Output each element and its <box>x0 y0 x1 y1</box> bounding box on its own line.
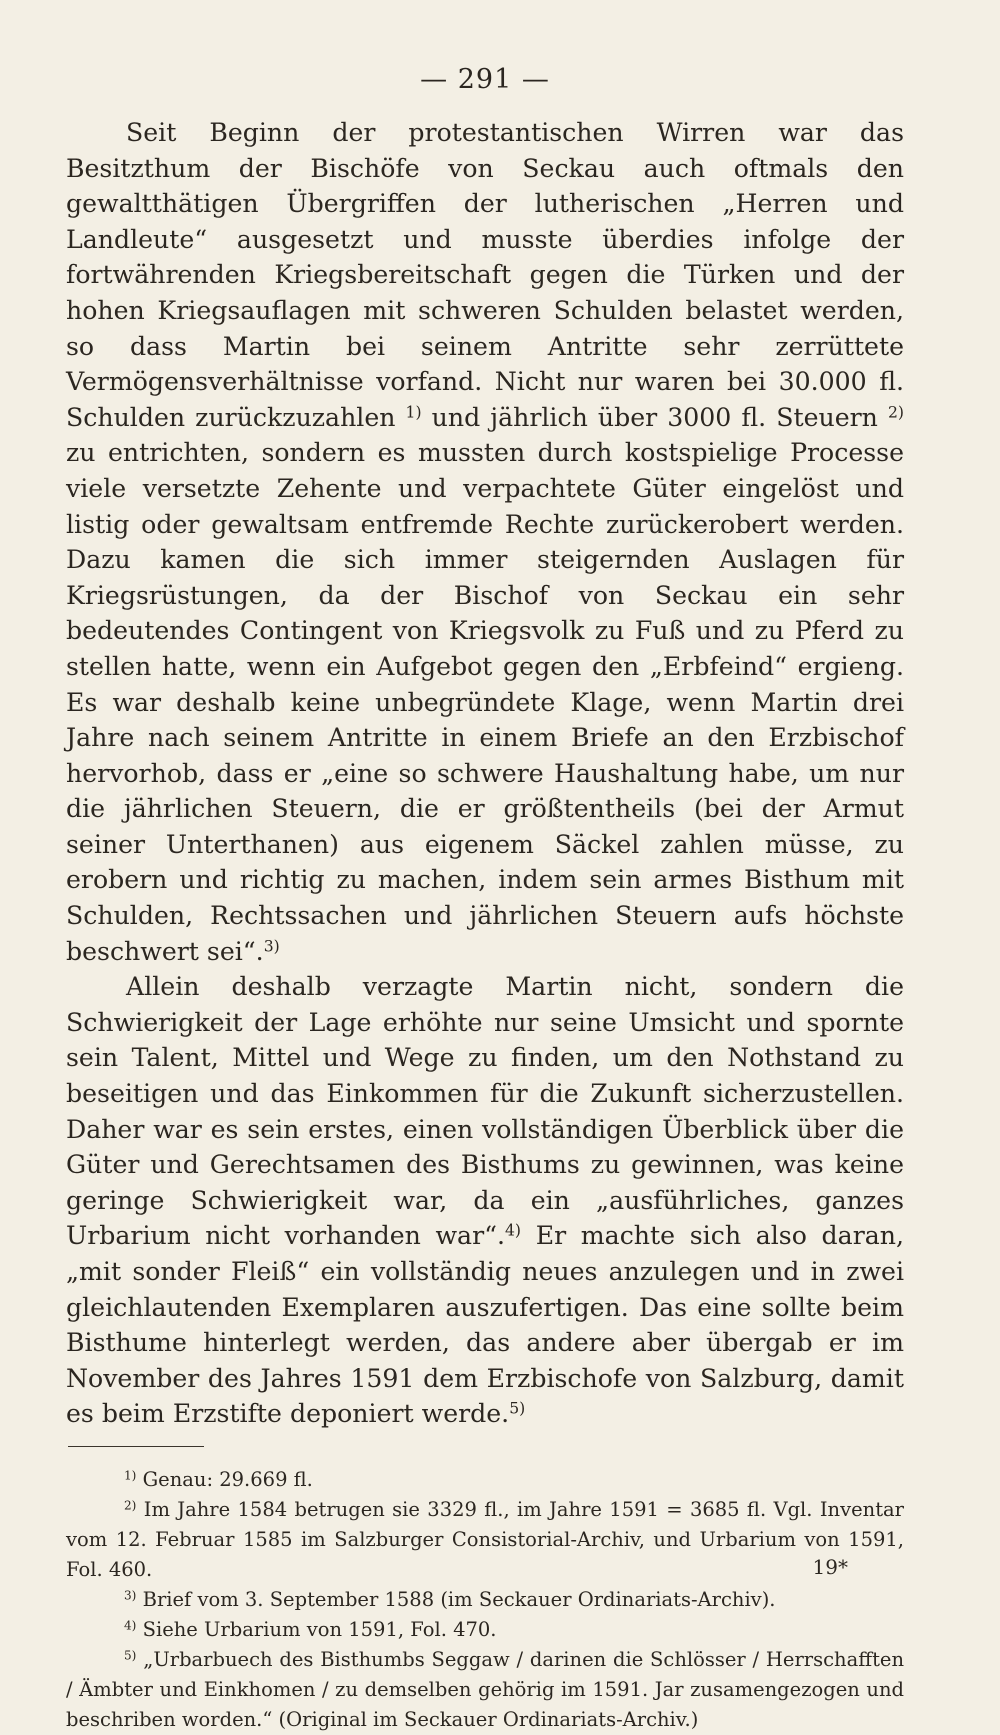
footnote-text: Siehe Urbarium von 1591, Fol. 470. <box>142 1617 497 1641</box>
text-run: zu entrichten, sondern es mussten durch kostspielige Processe viele versetzte Zehente und verpachtete Güter eingelöst und listig oder gewaltsam entfremde Rechte zurückerobert werden. Dazu kamen die sich immer steigernden Auslagen für Kriegsrüstungen, da der Bischof von Seckau ein sehr bedeutendes Contingent von Kriegsvolk zu Fuß und zu Pferd zu stellen hatte, wenn ein Aufgebot gegen den „Erbfeind“ ergieng. Es war deshalb keine unbegründete Klage, wenn Martin drei Jahre nach seinem Antritte in einem Briefe an den Erzbischof hervorhob, dass er „eine so schwere Haushaltung habe, um nur die jährlichen Steuern, die er größtentheils (bei der Armut seiner Unterthanen) aus eigenem Säckel zahlen müsse, zu erobern und richtig zu machen, indem sein armes Bisthum mit Schulden, Rechtssachen und jährlichen Steuern aufs höchste beschwert sei“. <box>66 438 904 966</box>
footnote-ref: 4) <box>505 1221 522 1240</box>
signature-mark: 19* <box>812 1555 848 1579</box>
footnote-ref: 1) <box>405 403 422 422</box>
footnote <box>66 1615 904 1645</box>
text-run: Er machte sich also daran, „mit sonder Fleiß“ ein vollständig neues anzulegen und in zwei gleichlautenden Exemplaren auszufertigen. Das eine sollte beim Bisthume hinterlegt werden, das andere aber übergab er im November des Jahres 1591 dem Erzbischofe von Salzburg, damit es beim Erzstifte deponiert werde. <box>66 1221 904 1429</box>
footnote-divider <box>68 1446 204 1447</box>
page-number: — 291 — <box>420 64 550 95</box>
text-run: Seit Beginn der protestantischen Wirren war das Besitzthum der Bischöfe von Seckau auch oftmals den gewaltthätigen Übergriffen der lutherischen „Herren und Landleute“ ausgesetzt und musste überdies infolge der fortwährenden Kriegsbereitschaft gegen die Türken und der hohen Kriegsauflagen mit schweren Schulden belastet werden, so dass Martin bei seinem Antritte sehr zerrüttete Vermögensverhältnisse vorfand. Nicht nur waren bei 30.000 fl. Schulden zurückzuzahlen <box>66 118 904 432</box>
footnote-ref: 5) <box>509 1399 526 1418</box>
footnote <box>66 1585 904 1615</box>
text-run: Allein deshalb verzagte Martin nicht, sondern die Schwierigkeit der Lage erhöhte nur seine Umsicht und spornte sein Talent, Mittel und Wege zu finden, um den Nothstand zu beseitigen und das Einkommen für die Zukunft sicherzustellen. Daher war es sein erstes, einen vollständigen Überblick über die Güter und Gerechtsamen des Bisthums zu gewinnen, was keine geringe Schwierigkeit war, da ein „ausführliches, ganzes Urbarium nicht vorhanden war“. <box>66 972 904 1251</box>
footnotes <box>66 1465 904 1735</box>
footnote-ref: 3) <box>263 937 280 956</box>
footnote-mark: 4) <box>124 1618 137 1633</box>
footnote-mark: 2) <box>124 1498 137 1513</box>
footnote-ref: 2) <box>887 403 904 422</box>
body-text <box>66 115 904 1432</box>
paragraph <box>66 969 904 1432</box>
footnote-text: „Urbarbuech des Bisthumbs Seggaw / darinen die Schlösser / Herrschafften / Ämbter und Einkhomen / zu demselben gehörig im 1591. Jar zusamengezogen und beschriben worden.“ (Original im Seckauer Ordinariats-Archiv.) <box>66 1647 905 1731</box>
footnote-text: Im Jahre 1584 betrugen sie 3329 fl., im Jahre 1591 = 3685 fl. Vgl. Inventar vom 12. Februar 1585 im Salzburger Consistorial-Archiv, und Urbarium von 1591, Fol. 460. <box>66 1497 904 1581</box>
paragraph <box>66 115 904 969</box>
footnote <box>66 1465 904 1495</box>
footnote-text: Genau: 29.669 fl. <box>142 1467 313 1491</box>
footnote-mark: 5) <box>124 1648 137 1663</box>
text-run: und jährlich über 3000 fl. Steuern <box>421 402 888 432</box>
footnote <box>66 1495 904 1585</box>
footnote-mark: 3) <box>124 1588 137 1603</box>
footnote <box>66 1645 904 1735</box>
footnote-mark: 1) <box>124 1468 137 1483</box>
footnote-text: Brief vom 3. September 1588 (im Seckauer Ordinariats-Archiv). <box>142 1587 776 1611</box>
